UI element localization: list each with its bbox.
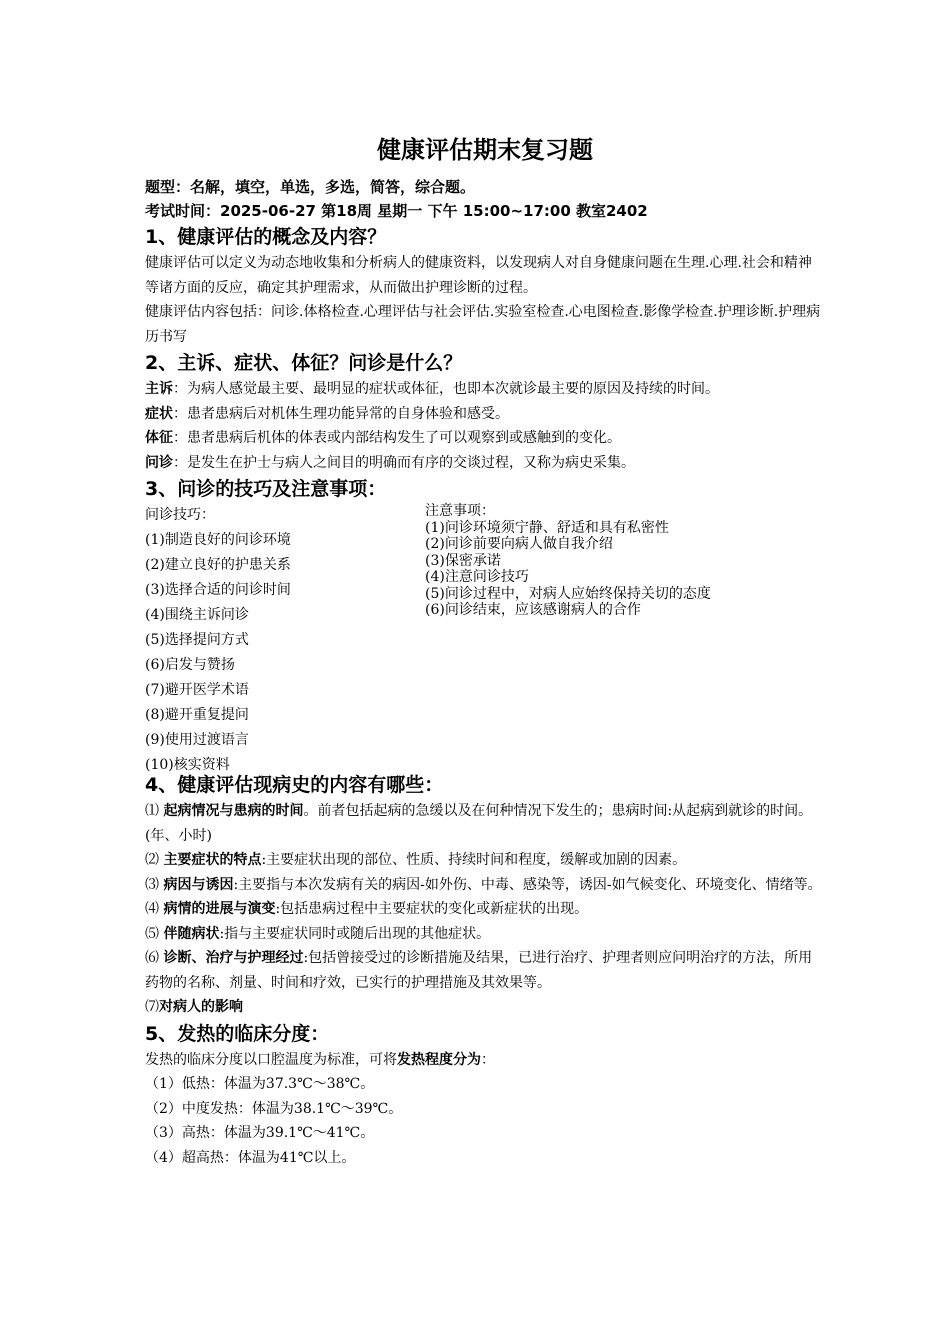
item-number: ⑹ bbox=[145, 950, 164, 966]
definition-term: 体征 bbox=[145, 430, 173, 446]
list-item: (8)避开重复提问 bbox=[145, 707, 249, 723]
section-3-heading: 3、问诊的技巧及注意事项： bbox=[145, 478, 387, 500]
list-item: (2)问诊前要向病人做自我介绍 bbox=[425, 536, 613, 552]
precautions-title: 注意事项： bbox=[425, 503, 495, 519]
history-term: 病情的进展与演变 bbox=[163, 901, 276, 917]
list-item: (6)问诊结束，应该感谢病人的合作 bbox=[425, 602, 641, 618]
list-item: (10)核实资料 bbox=[145, 757, 230, 773]
history-item bbox=[145, 848, 825, 873]
list-item: (5)选择提问方式 bbox=[145, 632, 249, 648]
fever-intro-end: ： bbox=[481, 1051, 495, 1068]
history-text: :主要指与本次发病有关的病因-如外伤、中毒、感染等，诱因-如气候变化、环境变化、情绪等。 bbox=[233, 876, 822, 893]
definition-item bbox=[145, 426, 825, 451]
document-page bbox=[145, 133, 825, 1170]
list-item: (3)保密承诺 bbox=[425, 552, 501, 569]
history-item bbox=[145, 946, 825, 995]
interview-skills-title: 问诊技巧： bbox=[145, 507, 215, 523]
section-2-heading: 2、主诉、症状、体征？问诊是什么？ bbox=[145, 352, 463, 374]
list-item: (1)制造良好的问诊环境 bbox=[145, 532, 291, 548]
fever-intro bbox=[145, 1048, 825, 1073]
fever-grade-item: （4）超高热：体温为41℃以上。 bbox=[145, 1149, 356, 1166]
item-number: ⑷ bbox=[145, 901, 164, 917]
definition-text: ：患者患病后机体的体表或内部结构发生了可以观察到或感触到的变化。 bbox=[173, 430, 621, 446]
history-text: :主要症状出现的部位、性质、持续时间和程度，缓解或加剧的因素。 bbox=[261, 852, 687, 868]
definition-term: 主诉 bbox=[145, 381, 173, 397]
list-item: (2)建立良好的护患关系 bbox=[145, 557, 291, 573]
history-term: 主要症状的特点 bbox=[163, 852, 262, 868]
item-number: ⑸ bbox=[145, 925, 164, 942]
fever-grade-item: （1）低热：体温为37.3℃～38℃。 bbox=[145, 1076, 375, 1092]
list-item: (3)选择合适的问诊时间 bbox=[145, 582, 291, 598]
history-item bbox=[145, 897, 825, 922]
page-title: 健康评估期末复习题 bbox=[377, 136, 593, 164]
definition-item bbox=[145, 451, 825, 476]
list-item: (7)避开医学术语 bbox=[145, 682, 249, 698]
question-types: 题型：名解，填空，单选，多选，简答，综合题。 bbox=[145, 178, 476, 196]
history-item bbox=[145, 799, 825, 848]
definition-item bbox=[145, 402, 825, 427]
section-4-heading: 4、健康评估现病史的内容有哪些： bbox=[145, 774, 444, 796]
list-item: (6)启发与赞扬 bbox=[145, 657, 235, 673]
list-item: (4)注意问诊技巧 bbox=[425, 569, 529, 585]
section-5-heading: 5、发热的临床分度： bbox=[145, 1022, 330, 1045]
history-text: :包括曾接受过的诊断措施及结果，已进行治疗、护理者则应问明治疗的方法，所用药物的名称、剂量、时间和疗效，已实行的护理措施及其效果等。 bbox=[145, 950, 813, 991]
list-item: (5)问诊过程中，对病人应始终保持关切的态度 bbox=[425, 585, 711, 602]
history-item bbox=[145, 922, 825, 947]
history-term: 病因与诱因 bbox=[163, 876, 234, 893]
section-1-paragraph-2: 健康评估内容包括：问诊.体格检查.心理评估与社会评估.实验室检查.心电图检查.影像学检查.护理诊断.护理病历书写 bbox=[145, 304, 821, 345]
exam-time: 考试时间：2025-06-27 第18周 星期一 下午 15:00~17:00 教室2402 bbox=[145, 202, 648, 220]
history-text: 。前者包括起病的急缓以及在何种情况下发生的；患病时间:从起病到就诊的时间。(年、小时) bbox=[145, 803, 813, 844]
item-number: ⑺ bbox=[145, 999, 159, 1015]
section-1-paragraph-1: 健康评估可以定义为动态地收集和分析病人的健康资料，以发现病人对自身健康问题在生理.心理.社会和精神等诸方面的反应，确定其护理需求，从而做出护理诊断的过程。 bbox=[145, 255, 812, 296]
item-number: ⑶ bbox=[145, 876, 164, 893]
history-item bbox=[145, 873, 825, 898]
definition-term: 问诊 bbox=[145, 454, 173, 471]
history-term: 对病人的影响 bbox=[159, 999, 243, 1015]
history-text: :指与主要症状同时或随后出现的其他症状。 bbox=[219, 925, 491, 942]
list-item: (1)问诊环境须宁静、舒适和具有私密性 bbox=[425, 519, 669, 536]
two-column-block bbox=[145, 503, 825, 771]
fever-grade-item: （2）中度发热：体温为38.1℃～39℃。 bbox=[145, 1100, 403, 1117]
interview-skills-column bbox=[145, 503, 415, 778]
fever-grade-item: （3）高热：体温为39.1℃～41℃。 bbox=[145, 1125, 375, 1141]
fever-intro-text: 发热的临床分度以口腔温度为标准，可将 bbox=[145, 1051, 397, 1068]
list-item: (4)围绕主诉问诊 bbox=[145, 607, 249, 623]
section-1-heading: 1、健康评估的概念及内容？ bbox=[145, 226, 387, 248]
history-term: 伴随病状 bbox=[163, 925, 220, 942]
definition-text: ：患者患病后对机体生理功能异常的自身体验和感受。 bbox=[173, 405, 509, 422]
history-term: 诊断、治疗与护理经过 bbox=[163, 950, 304, 966]
history-item bbox=[145, 995, 825, 1020]
fever-intro-bold: 发热程度分为 bbox=[397, 1051, 481, 1068]
list-item: (9)使用过渡语言 bbox=[145, 732, 249, 748]
item-number: ⑵ bbox=[145, 852, 164, 868]
definition-term: 症状 bbox=[145, 405, 173, 422]
history-text: :包括患病过程中主要症状的变化或新症状的出现。 bbox=[275, 901, 589, 917]
precautions-column bbox=[425, 503, 825, 619]
history-term: 起病情况与患病的时间 bbox=[163, 803, 304, 819]
definition-text: ：为病人感觉最主要、最明显的症状或体征，也即本次就诊最主要的原因及持续的时间。 bbox=[173, 381, 719, 397]
item-number: ⑴ bbox=[145, 803, 164, 819]
definition-item bbox=[145, 377, 825, 402]
definition-text: ：是发生在护士与病人之间目的明确而有序的交谈过程，又称为病史采集。 bbox=[173, 454, 635, 471]
